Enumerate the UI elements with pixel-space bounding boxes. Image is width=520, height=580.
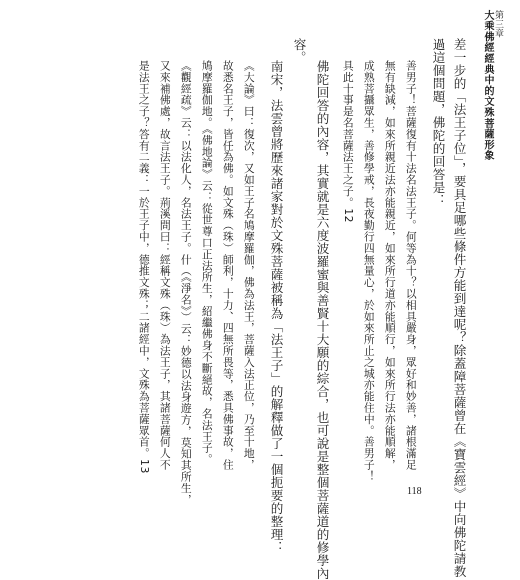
text-column-5: 南宋，法雲曾將歷來諸家對於文殊菩薩被稱為「法王子」的解釋做了一個扼要的整理： xyxy=(268,60,284,554)
quote-column-7: 鳩摩羅伽地。《佛地論》云：從世尊口正法所生，紹繼佛身不斷絕故，名法王子。 xyxy=(200,60,214,465)
quote-column-5: 《大論》曰：復次，又如王子名鳩摩羅伽，佛為法王，菩薩入法正位，乃至十地， xyxy=(242,60,256,471)
quote-column-1: 善男子！菩薩復有十法名法王子。何等為十？以相具嚴身，眾好和妙善，諸根滿足 xyxy=(404,60,418,471)
quote-column-2: 無有缺減，如來所親近法亦能親近，如來所行道亦能順行，如來所行法亦能順解， xyxy=(383,60,397,471)
chapter-label: 第三章 xyxy=(493,10,503,39)
quote-column-4: 具此十事是名菩薩法王之子。12 xyxy=(341,60,355,224)
text-column-4: 容。 xyxy=(291,38,307,64)
quote-column-6: 故悉名王子，皆任為佛。如文殊（珠）師利，十力、四無所畏等，悉具佛事故，住 xyxy=(221,60,235,471)
page-number: 118 xyxy=(407,486,422,497)
quote-column-9: 又來補佛處，故言法王子。荊溪問曰：經稱文殊（珠）為法王子，其諸菩薩何人不 xyxy=(158,60,172,471)
text-column-2: 過這個問題，佛陀的回答是： xyxy=(430,38,446,207)
chapter-title: 大乘佛經經典中的文殊菩薩形象 xyxy=(482,10,493,162)
quote-column-8: 《觀經疏》云：以法化人，名法王子。什（《淨名》）云：妙德以法身遊方，莫知其所生， xyxy=(179,60,193,506)
text-column-3: 佛陀回答的內容，其實就是六度波羅蜜與善賢十大願的綜合，也可說是整個菩薩道的修學內 xyxy=(314,60,330,580)
quote-column-3: 成熟菩攝眾生，善修學戒，長夜勤行四無量心，於如來所止之城亦能住中。善男子！ xyxy=(362,60,376,482)
text-column-1: 差一步的「法王子位」，要具足哪些條件方能到達呢？除蓋障菩薩曾在《寶雲經》中向佛陀請教 xyxy=(451,38,467,578)
quote-column-10: 是法王之子？答有二義：一於王子中，德推文殊；二諸經中，文殊為菩薩眾首。13 xyxy=(137,60,151,474)
